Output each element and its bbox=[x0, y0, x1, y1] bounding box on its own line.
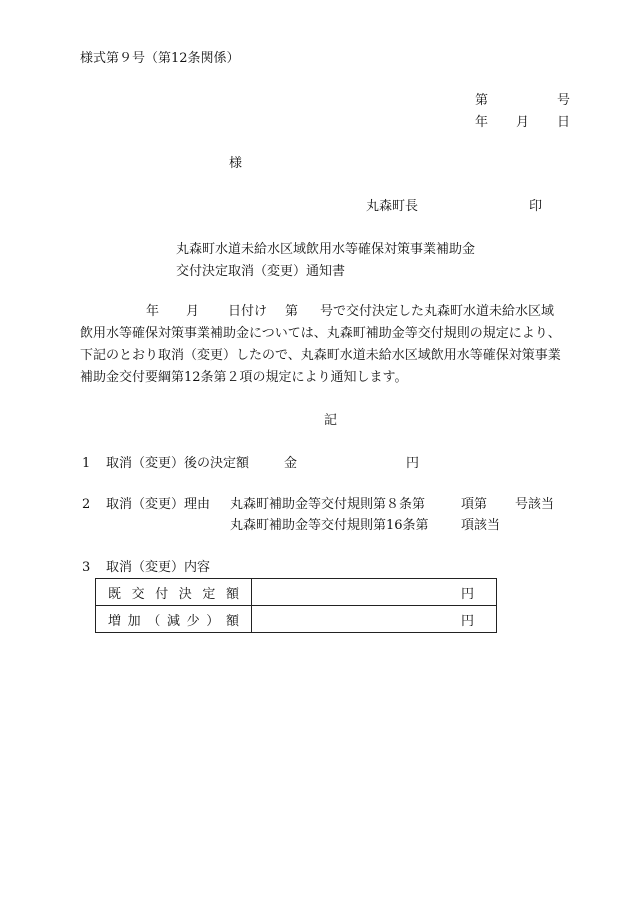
item-1-yen: 円 bbox=[406, 456, 420, 471]
existing-amount-label bbox=[96, 579, 252, 606]
document-title-line-2: 交付決定取消（変更）通知書 bbox=[176, 264, 346, 279]
label-char: ） bbox=[206, 613, 220, 629]
change-amount-value bbox=[252, 606, 497, 633]
date-year: 年 bbox=[475, 115, 489, 130]
item-1-kin: 金 bbox=[284, 456, 298, 471]
body-number-prefix: 第 bbox=[285, 304, 299, 319]
body-line-3: 下記のとおり取消（変更）したので、丸森町水道未給水区域飲用水等確保対策事業 bbox=[80, 348, 561, 363]
item-2-rule-1: 丸森町補助金等交付規則第８条第 bbox=[230, 497, 426, 512]
body-day: 日付け bbox=[228, 304, 268, 319]
label-char: 少 bbox=[186, 613, 200, 629]
label-char: （ bbox=[147, 613, 161, 629]
table-row bbox=[96, 579, 497, 606]
issuer-seal: 印 bbox=[529, 199, 543, 214]
item-2-number: 2 bbox=[82, 497, 91, 512]
label-char: 増 bbox=[108, 613, 122, 629]
ki-heading: 記 bbox=[324, 413, 338, 428]
body-year: 年 bbox=[146, 304, 160, 319]
item-1-label: 取消（変更）後の決定額 bbox=[106, 456, 250, 471]
label-char: 減 bbox=[166, 613, 180, 629]
amount-table bbox=[95, 578, 497, 633]
label-char: 定 bbox=[202, 586, 216, 602]
label-char: 加 bbox=[127, 613, 141, 629]
existing-amount-unit: 円 bbox=[460, 586, 474, 602]
item-2-rule-2-kou: 項該当 bbox=[461, 518, 501, 533]
document-title-line-1: 丸森町水道未給水区域飲用水等確保対策事業補助金 bbox=[176, 242, 476, 257]
body-line-1-rest: 号で交付決定した丸森町水道未給水区域 bbox=[320, 304, 555, 319]
label-char: 交 bbox=[131, 586, 145, 602]
item-1-number: 1 bbox=[82, 456, 91, 471]
doc-number-prefix: 第 bbox=[475, 93, 489, 108]
item-2-rule-1-gou: 号該当 bbox=[515, 497, 555, 512]
item-2-label: 取消（変更）理由 bbox=[106, 497, 211, 512]
date-day: 日 bbox=[557, 115, 571, 130]
label-char: 決 bbox=[178, 586, 192, 602]
date-month: 月 bbox=[516, 115, 530, 130]
item-3-number: 3 bbox=[82, 560, 91, 575]
form-number: 様式第９号（第12条関係） bbox=[80, 51, 240, 66]
existing-amount-value bbox=[252, 579, 497, 606]
item-2-rule-1-kou: 項第 bbox=[461, 497, 488, 512]
label-char: 付 bbox=[155, 586, 169, 602]
change-amount-label bbox=[96, 606, 252, 633]
item-3-label: 取消（変更）内容 bbox=[106, 560, 211, 575]
body-line-4: 補助金交付要綱第12条第２項の規定により通知します。 bbox=[80, 370, 408, 385]
issuer-title: 丸森町長 bbox=[366, 199, 419, 214]
change-amount-unit: 円 bbox=[460, 613, 474, 629]
table-row bbox=[96, 606, 497, 633]
body-month: 月 bbox=[186, 304, 200, 319]
label-char: 既 bbox=[108, 586, 122, 602]
body-line-2: 飲用水等確保対策事業補助金については、丸森町補助金等交付規則の規定により、 bbox=[80, 326, 561, 341]
label-char: 額 bbox=[225, 586, 239, 602]
addressee-honorific: 様 bbox=[229, 156, 243, 171]
label-char: 額 bbox=[225, 613, 239, 629]
doc-number-suffix: 号 bbox=[557, 93, 571, 108]
item-2-rule-2: 丸森町補助金等交付規則第16条第 bbox=[230, 518, 429, 533]
